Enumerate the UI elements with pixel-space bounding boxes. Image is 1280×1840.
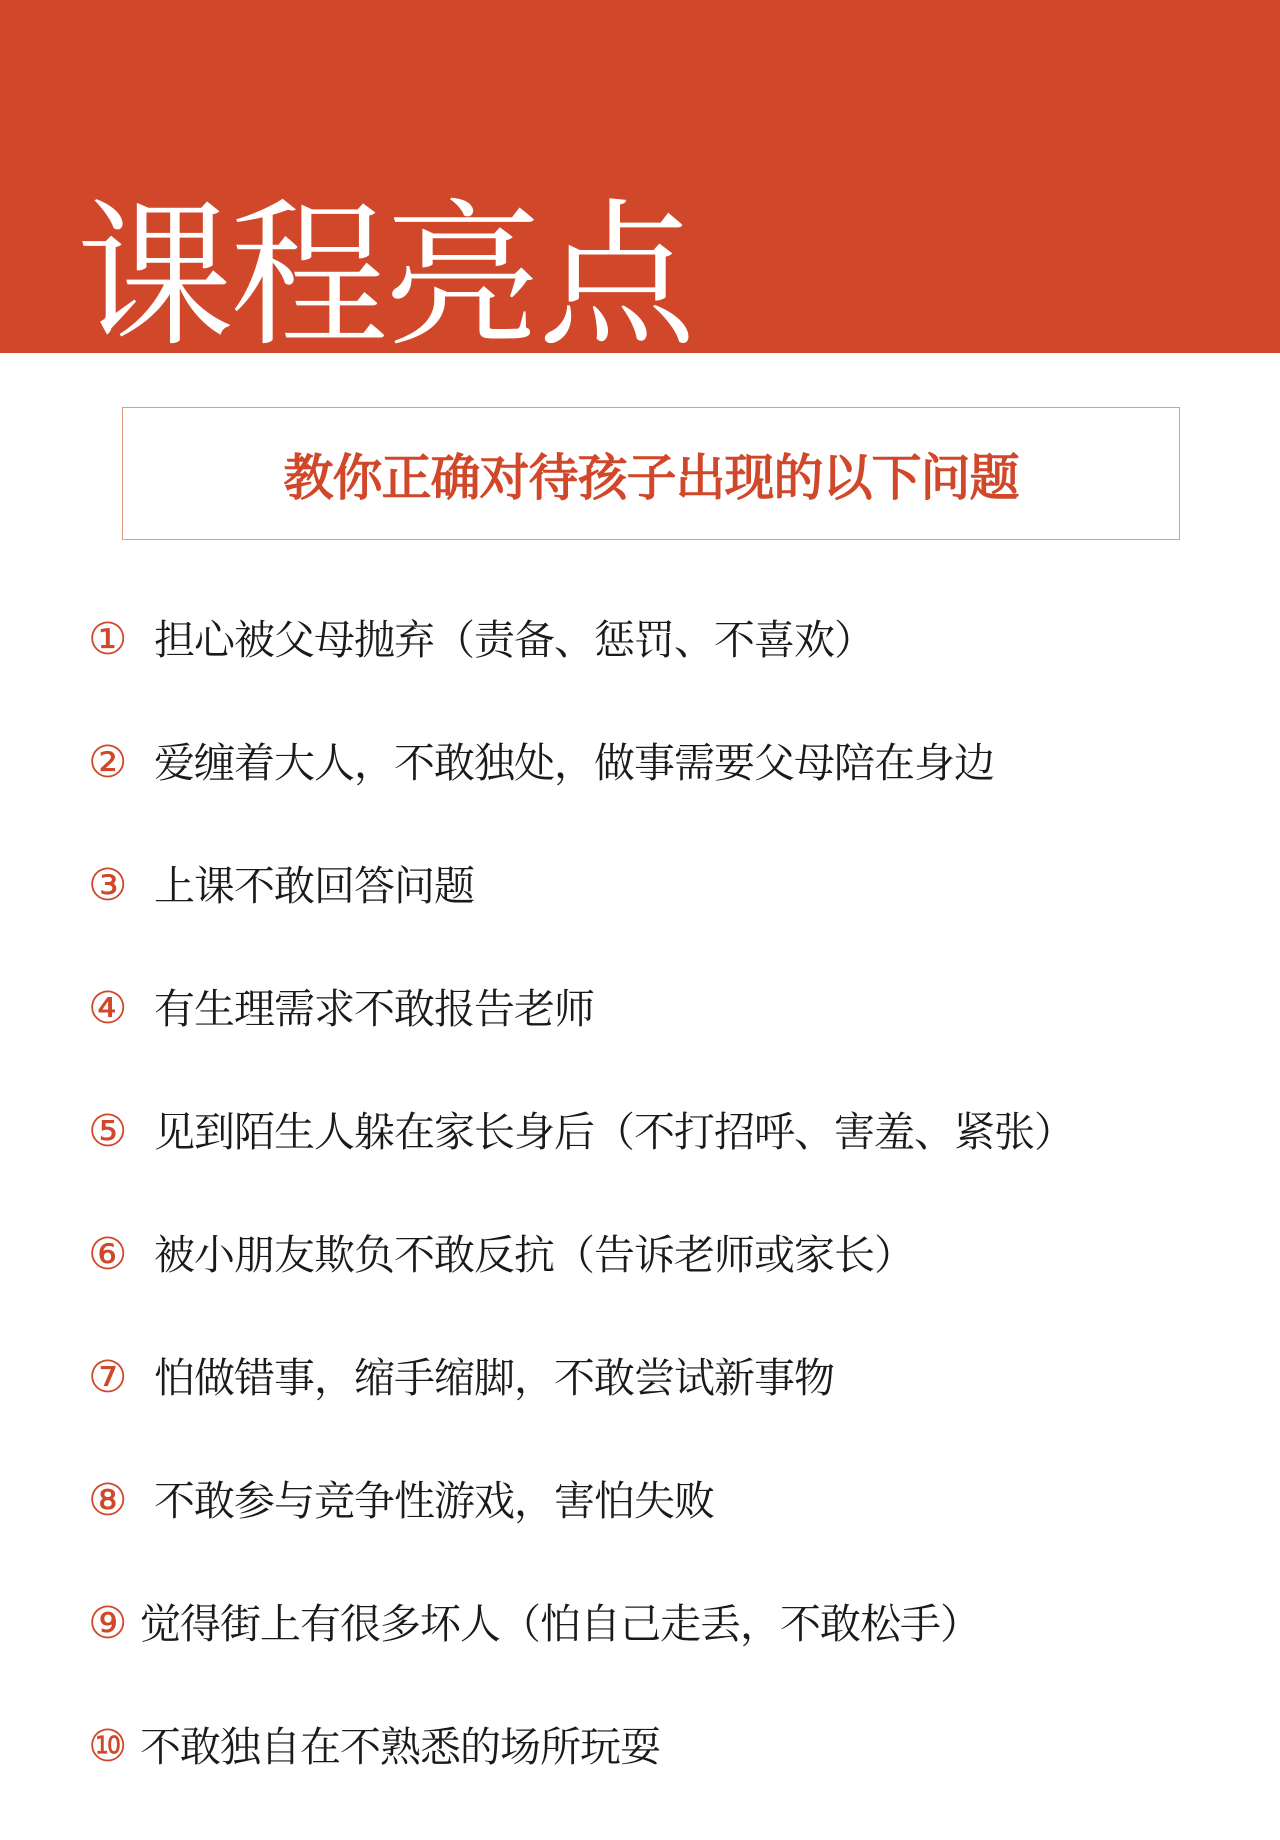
item-number: ⑥ — [88, 1229, 128, 1280]
item-number: ⑨ — [88, 1598, 128, 1649]
issue-list — [88, 610, 1238, 1840]
item-text: 有生理需求不敢报告老师 — [154, 985, 594, 1033]
list-item — [88, 610, 1238, 733]
list-item — [88, 1102, 1238, 1225]
list-item — [88, 733, 1238, 856]
item-number: ③ — [88, 860, 128, 911]
item-number: ⑧ — [88, 1475, 128, 1526]
item-number: ⑦ — [88, 1352, 128, 1403]
item-text: 上课不敢回答问题 — [154, 862, 474, 910]
item-text: 担心被父母抛弃（责备、惩罚、不喜欢） — [154, 616, 874, 664]
list-item — [88, 856, 1238, 979]
list-item — [88, 1594, 1238, 1717]
list-item — [88, 1225, 1238, 1348]
item-text: 不敢独自在不熟悉的场所玩耍 — [140, 1723, 660, 1771]
list-item — [88, 1471, 1238, 1594]
item-text: 不敢参与竞争性游戏，害怕失败 — [154, 1477, 714, 1525]
list-item — [88, 1717, 1238, 1840]
item-number: ⑩ — [88, 1721, 128, 1772]
subtitle-text: 教你正确对待孩子出现的以下问题 — [283, 448, 1019, 507]
item-text: 觉得街上有很多坏人（怕自己走丢，不敢松手） — [140, 1600, 980, 1648]
list-item — [88, 979, 1238, 1102]
subtitle-box — [122, 407, 1180, 540]
page-title: 课程亮点 — [76, 185, 692, 369]
item-text: 被小朋友欺负不敢反抗（告诉老师或家长） — [154, 1231, 914, 1279]
item-text: 见到陌生人躲在家长身后（不打招呼、害羞、紧张） — [154, 1108, 1074, 1156]
item-number: ① — [88, 614, 128, 665]
item-number: ② — [88, 737, 128, 788]
item-text: 爱缠着大人，不敢独处，做事需要父母陪在身边 — [154, 739, 994, 787]
item-text: 怕做错事，缩手缩脚，不敢尝试新事物 — [154, 1354, 834, 1402]
item-number: ④ — [88, 983, 128, 1034]
item-number: ⑤ — [88, 1106, 128, 1157]
list-item — [88, 1348, 1238, 1471]
